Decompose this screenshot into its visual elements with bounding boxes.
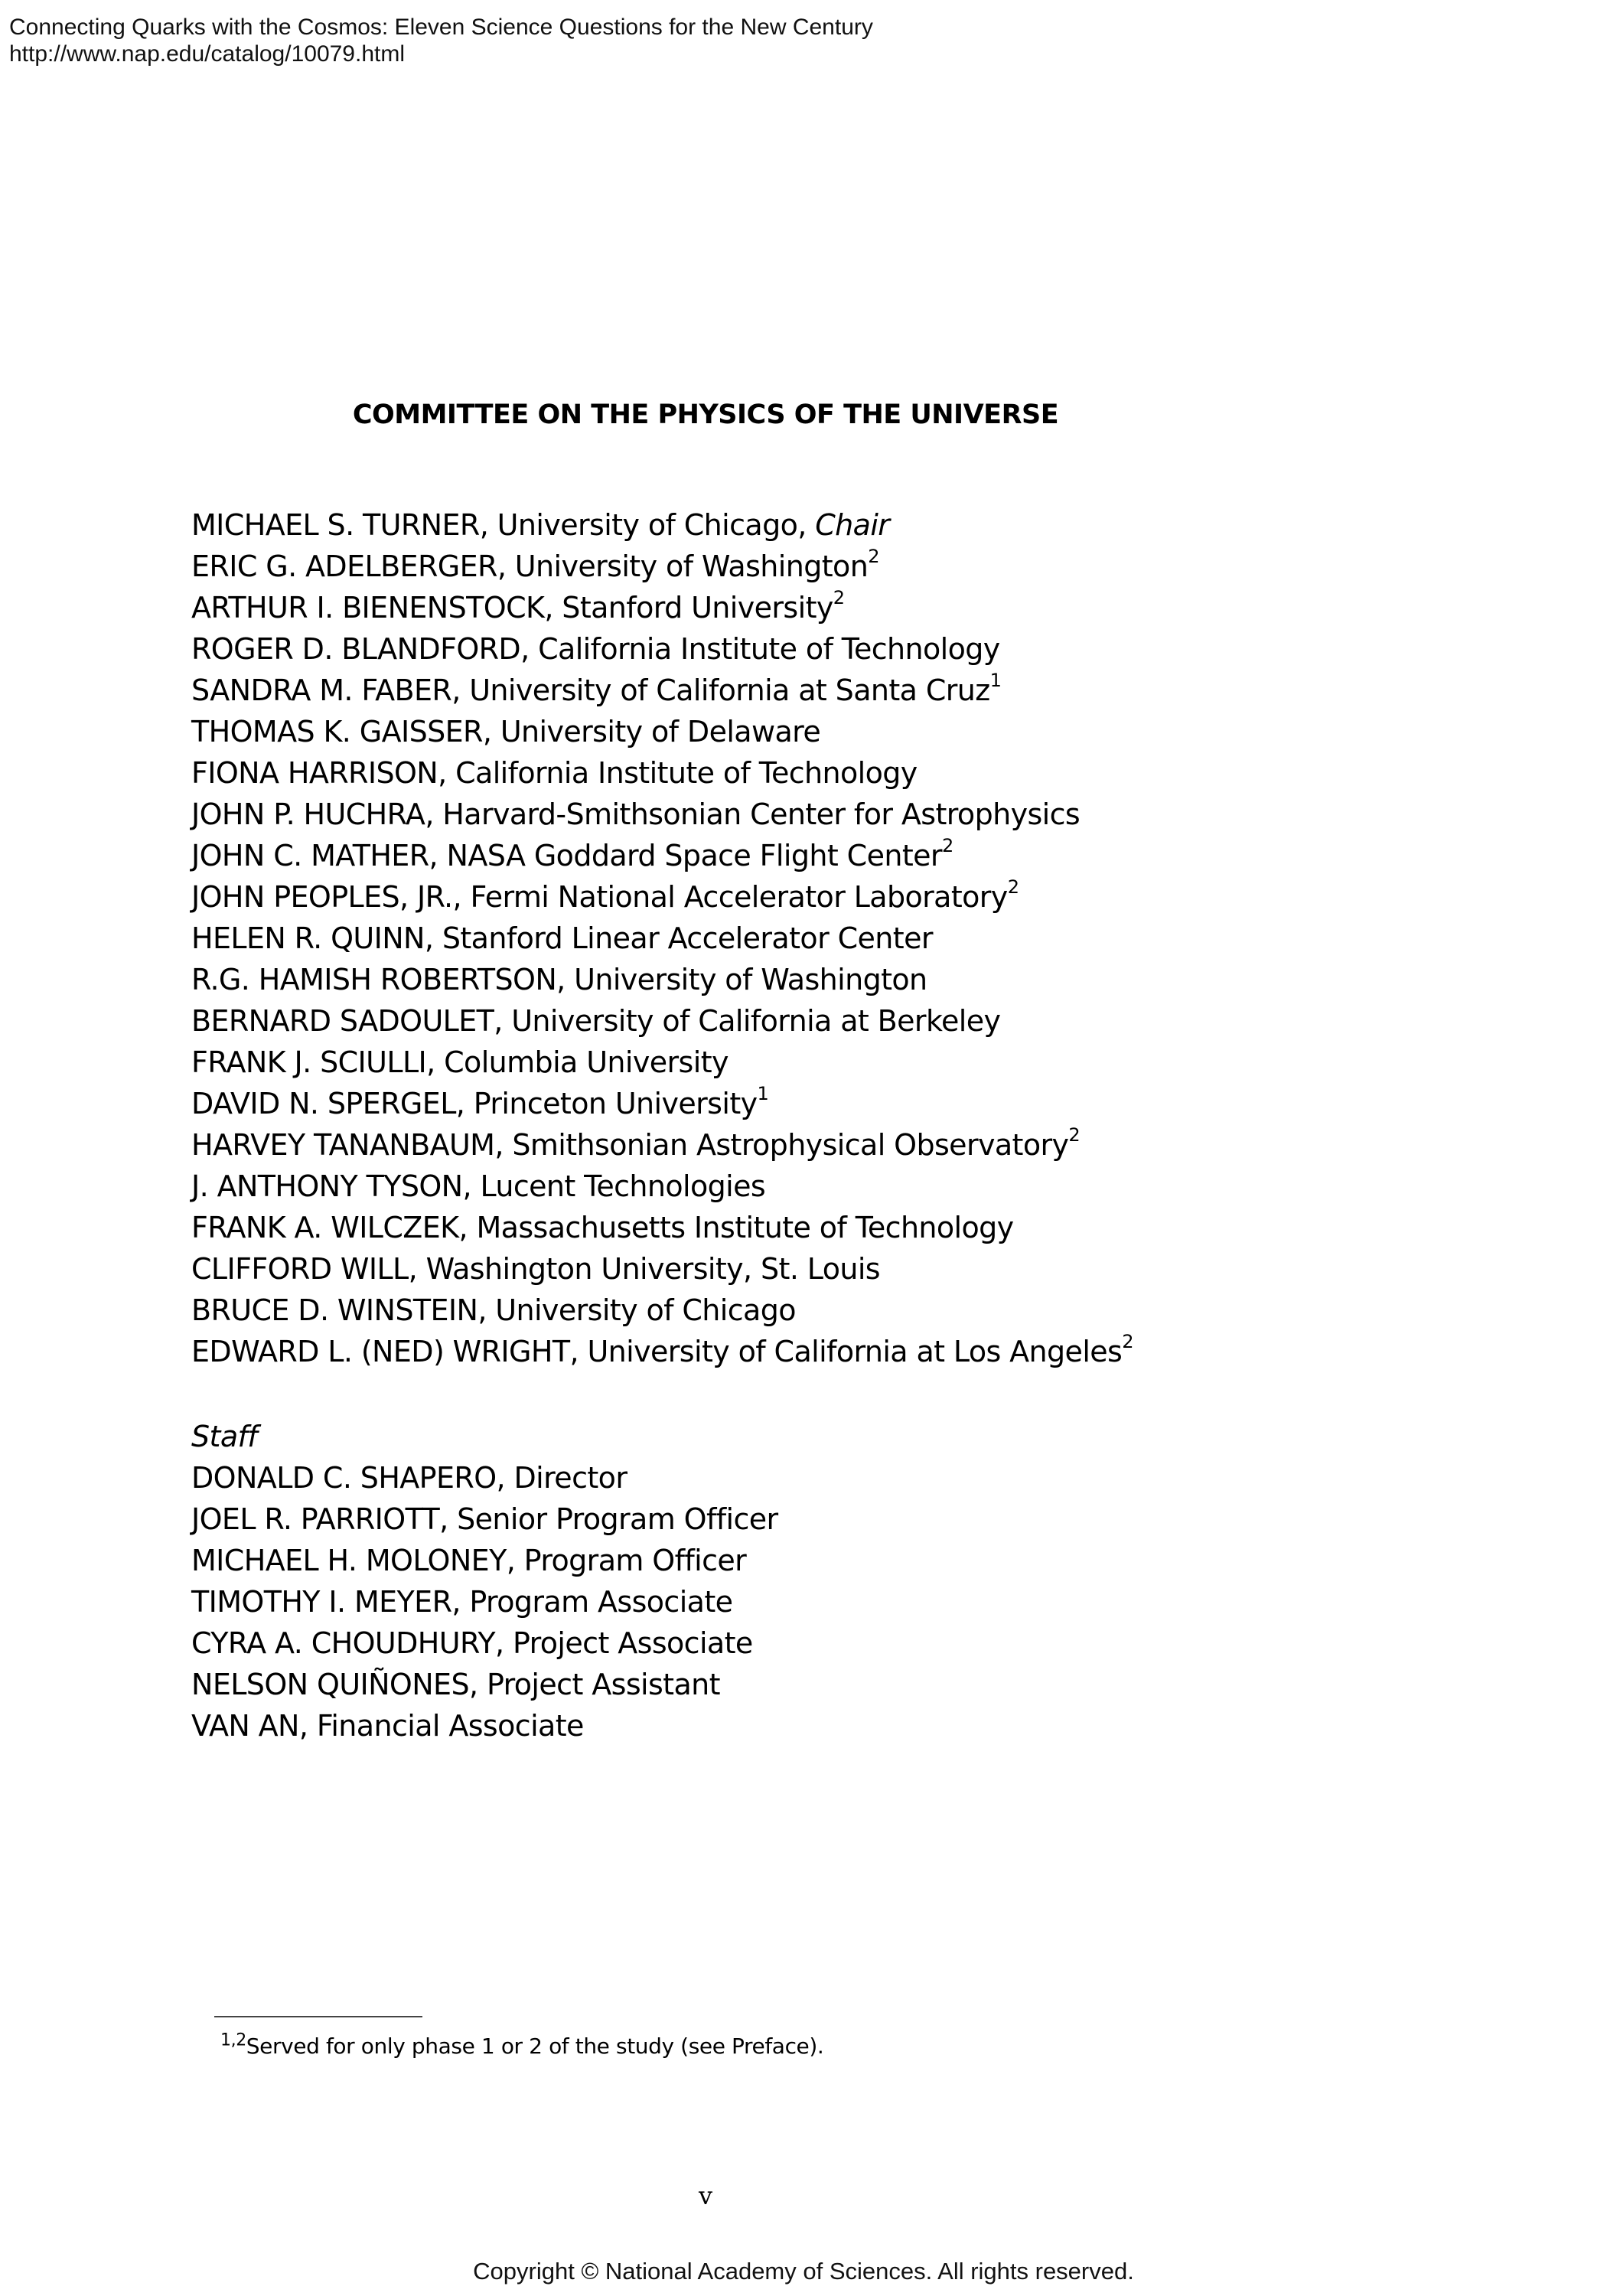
member-affiliation: Stanford Linear Accelerator Center <box>442 921 933 955</box>
member-affiliation: University of California at Santa Cruz <box>469 673 990 707</box>
member-affiliation: Washington University, St. Louis <box>425 1252 880 1286</box>
member-affiliation: University of California at Berkeley <box>511 1004 1001 1038</box>
member-row: THOMAS K. GAISSER, University of Delaware <box>191 715 821 748</box>
staff-name: MICHAEL H. MOLONEY <box>191 1544 507 1577</box>
member-name: JOHN P. HUCHRA <box>191 797 425 831</box>
staff-title: Project Associate <box>512 1626 753 1660</box>
staff-row: JOEL R. PARRIOTT, Senior Program Officer <box>191 1502 778 1536</box>
member-name: HARVEY TANANBAUM <box>191 1128 495 1162</box>
page-header <box>9 14 873 67</box>
member-row: MICHAEL S. TURNER, University of Chicago, Chair <box>191 508 890 542</box>
staff-name: DONALD C. SHAPERO <box>191 1461 497 1495</box>
staff-row: DONALD C. SHAPERO, Director <box>191 1461 627 1495</box>
member-name: THOMAS K. GAISSER <box>191 715 483 748</box>
member-name: FIONA HARRISON <box>191 756 438 790</box>
page-number: v <box>698 2181 713 2210</box>
member-row: HARVEY TANANBAUM, Smithsonian Astrophysical Observatory$^2$ <box>191 1124 1081 1162</box>
member-row: FIONA HARRISON, California Institute of Technology <box>191 756 918 790</box>
member-name: MICHAEL S. TURNER <box>191 508 480 542</box>
staff-name: VAN AN <box>191 1709 299 1743</box>
member-affiliation: Stanford University <box>562 591 833 625</box>
member-row: J. ANTHONY TYSON, Lucent Technologies <box>191 1169 766 1203</box>
member-row: JOHN PEOPLES, JR., Fermi National Accelerator Laboratory$^2$ <box>191 876 1019 914</box>
copyright-notice: Copyright © National Academy of Sciences. All rights reserved. <box>473 2258 1134 2285</box>
member-row: HELEN R. QUINN, Stanford Linear Accelerator Center <box>191 921 933 955</box>
staff-name: CYRA A. CHOUDHURY <box>191 1626 495 1660</box>
member-row: ARTHUR I. BIENENSTOCK, Stanford University$^2$ <box>191 587 845 625</box>
staff-name: NELSON QUIÑONES <box>191 1668 469 1701</box>
member-name: HELEN R. QUINN <box>191 921 425 955</box>
member-name: JOHN PEOPLES, JR. <box>191 880 453 914</box>
staff-heading: Staff <box>191 1420 258 1453</box>
member-affiliation: Harvard-Smithsonian Center for Astrophysics <box>442 797 1081 831</box>
footnote-divider <box>214 2016 422 2017</box>
member-name: FRANK J. SCIULLI <box>191 1045 427 1079</box>
staff-title: Senior Program Officer <box>457 1502 778 1536</box>
member-row: FRANK A. WILCZEK, Massachusetts Institute of Technology <box>191 1211 1014 1244</box>
member-name: ERIC G. ADELBERGER <box>191 550 497 583</box>
member-name: BRUCE D. WINSTEIN <box>191 1293 478 1327</box>
staff-title: Program Associate <box>469 1585 733 1619</box>
member-name: R.G. HAMISH ROBERTSON <box>191 963 557 996</box>
footnote-reference: 1 <box>989 670 1002 692</box>
member-affiliation: Princeton University <box>473 1087 758 1120</box>
footnote-text: Served for only phase 1 or 2 of the study (see Preface). <box>246 2033 824 2059</box>
member-row: ERIC G. ADELBERGER, University of Washington$^2$ <box>191 546 879 583</box>
footnote-reference: 1 <box>757 1083 769 1105</box>
footnote-reference: 2 <box>941 835 953 857</box>
member-name: ROGER D. BLANDFORD <box>191 632 521 666</box>
member-affiliation: University of Washington <box>514 550 869 583</box>
staff-title: Director <box>513 1461 627 1495</box>
member-affiliation: University of Washington <box>574 963 927 996</box>
staff-row: VAN AN, Financial Associate <box>191 1709 584 1743</box>
member-row: BRUCE D. WINSTEIN, University of Chicago <box>191 1293 796 1327</box>
member-affiliation: Lucent Technologies <box>480 1169 766 1203</box>
staff-name: TIMOTHY I. MEYER <box>191 1585 452 1619</box>
member-row: CLIFFORD WILL, Washington University, St. Louis <box>191 1252 880 1286</box>
member-list <box>191 504 1133 1372</box>
member-affiliation: Fermi National Accelerator Laboratory <box>470 880 1008 914</box>
member-row: R.G. HAMISH ROBERTSON, University of Washington <box>191 963 927 996</box>
member-affiliation: Smithsonian Astrophysical Observatory <box>512 1128 1069 1162</box>
member-affiliation: University of Chicago, <box>497 508 807 542</box>
member-affiliation: University of California at Los Angeles <box>587 1335 1123 1368</box>
member-affiliation: NASA Goddard Space Flight Center <box>446 839 942 872</box>
member-row: SANDRA M. FABER, University of California at Santa Cruz$^1$ <box>191 670 1002 707</box>
member-name: J. ANTHONY TYSON <box>191 1169 463 1203</box>
member-affiliation: University of Delaware <box>500 715 821 748</box>
member-affiliation: University of Chicago <box>495 1293 796 1327</box>
member-row: JOHN P. HUCHRA, Harvard-Smithsonian Center for Astrophysics <box>191 797 1081 831</box>
staff-row: NELSON QUIÑONES, Project Assistant <box>191 1668 720 1701</box>
footnote-reference: 2 <box>1122 1331 1133 1353</box>
footnote-reference: 2 <box>1068 1124 1081 1146</box>
member-affiliation: Massachusetts Institute of Technology <box>476 1211 1014 1244</box>
staff-section <box>191 1416 778 1746</box>
member-affiliation: California Institute of Technology <box>538 632 1000 666</box>
staff-name: JOEL R. PARRIOTT <box>191 1502 440 1536</box>
staff-row: CYRA A. CHOUDHURY, Project Associate <box>191 1626 753 1660</box>
member-row: BERNARD SADOULET, University of California at Berkeley <box>191 1004 1001 1038</box>
member-row: EDWARD L. (NED) WRIGHT, University of California at Los Angeles$^2$ <box>191 1331 1133 1368</box>
member-affiliation: Columbia University <box>444 1045 729 1079</box>
book-title: Connecting Quarks with the Cosmos: Eleven Science Questions for the New Century <box>9 15 873 40</box>
member-name: FRANK A. WILCZEK <box>191 1211 459 1244</box>
staff-title: Program Officer <box>523 1544 747 1577</box>
member-name: SANDRA M. FABER <box>191 673 452 707</box>
member-role: Chair <box>815 508 890 542</box>
staff-list <box>191 1457 778 1746</box>
footnote-marker: 1,2 <box>220 2030 246 2050</box>
member-name: EDWARD L. (NED) WRIGHT <box>191 1335 570 1368</box>
staff-row: TIMOTHY I. MEYER, Program Associate <box>191 1585 733 1619</box>
footnote-reference: 2 <box>833 587 845 609</box>
footnote <box>220 2030 824 2060</box>
staff-row: MICHAEL H. MOLONEY, Program Officer <box>191 1544 747 1577</box>
staff-title: Financial Associate <box>316 1709 584 1743</box>
footnote-reference: 2 <box>868 546 879 568</box>
member-name: CLIFFORD WILL <box>191 1252 409 1286</box>
member-name: DAVID N. SPERGEL <box>191 1087 456 1120</box>
member-name: BERNARD SADOULET <box>191 1004 494 1038</box>
member-affiliation: California Institute of Technology <box>455 756 918 790</box>
staff-title: Project Assistant <box>486 1668 720 1701</box>
member-row: DAVID N. SPERGEL, Princeton University$^1$ <box>191 1083 769 1120</box>
member-row: FRANK J. SCIULLI, Columbia University <box>191 1045 729 1079</box>
footnote-reference: 2 <box>1007 876 1019 899</box>
member-name: JOHN C. MATHER <box>191 839 429 872</box>
catalog-url[interactable]: http://www.nap.edu/catalog/10079.html <box>9 41 406 67</box>
member-row: JOHN C. MATHER, NASA Goddard Space Flight Center$^2$ <box>191 835 953 872</box>
member-row: ROGER D. BLANDFORD, California Institute of Technology <box>191 632 1000 666</box>
committee-title: COMMITTEE ON THE PHYSICS OF THE UNIVERSE <box>352 400 1059 430</box>
member-name: ARTHUR I. BIENENSTOCK <box>191 591 545 625</box>
